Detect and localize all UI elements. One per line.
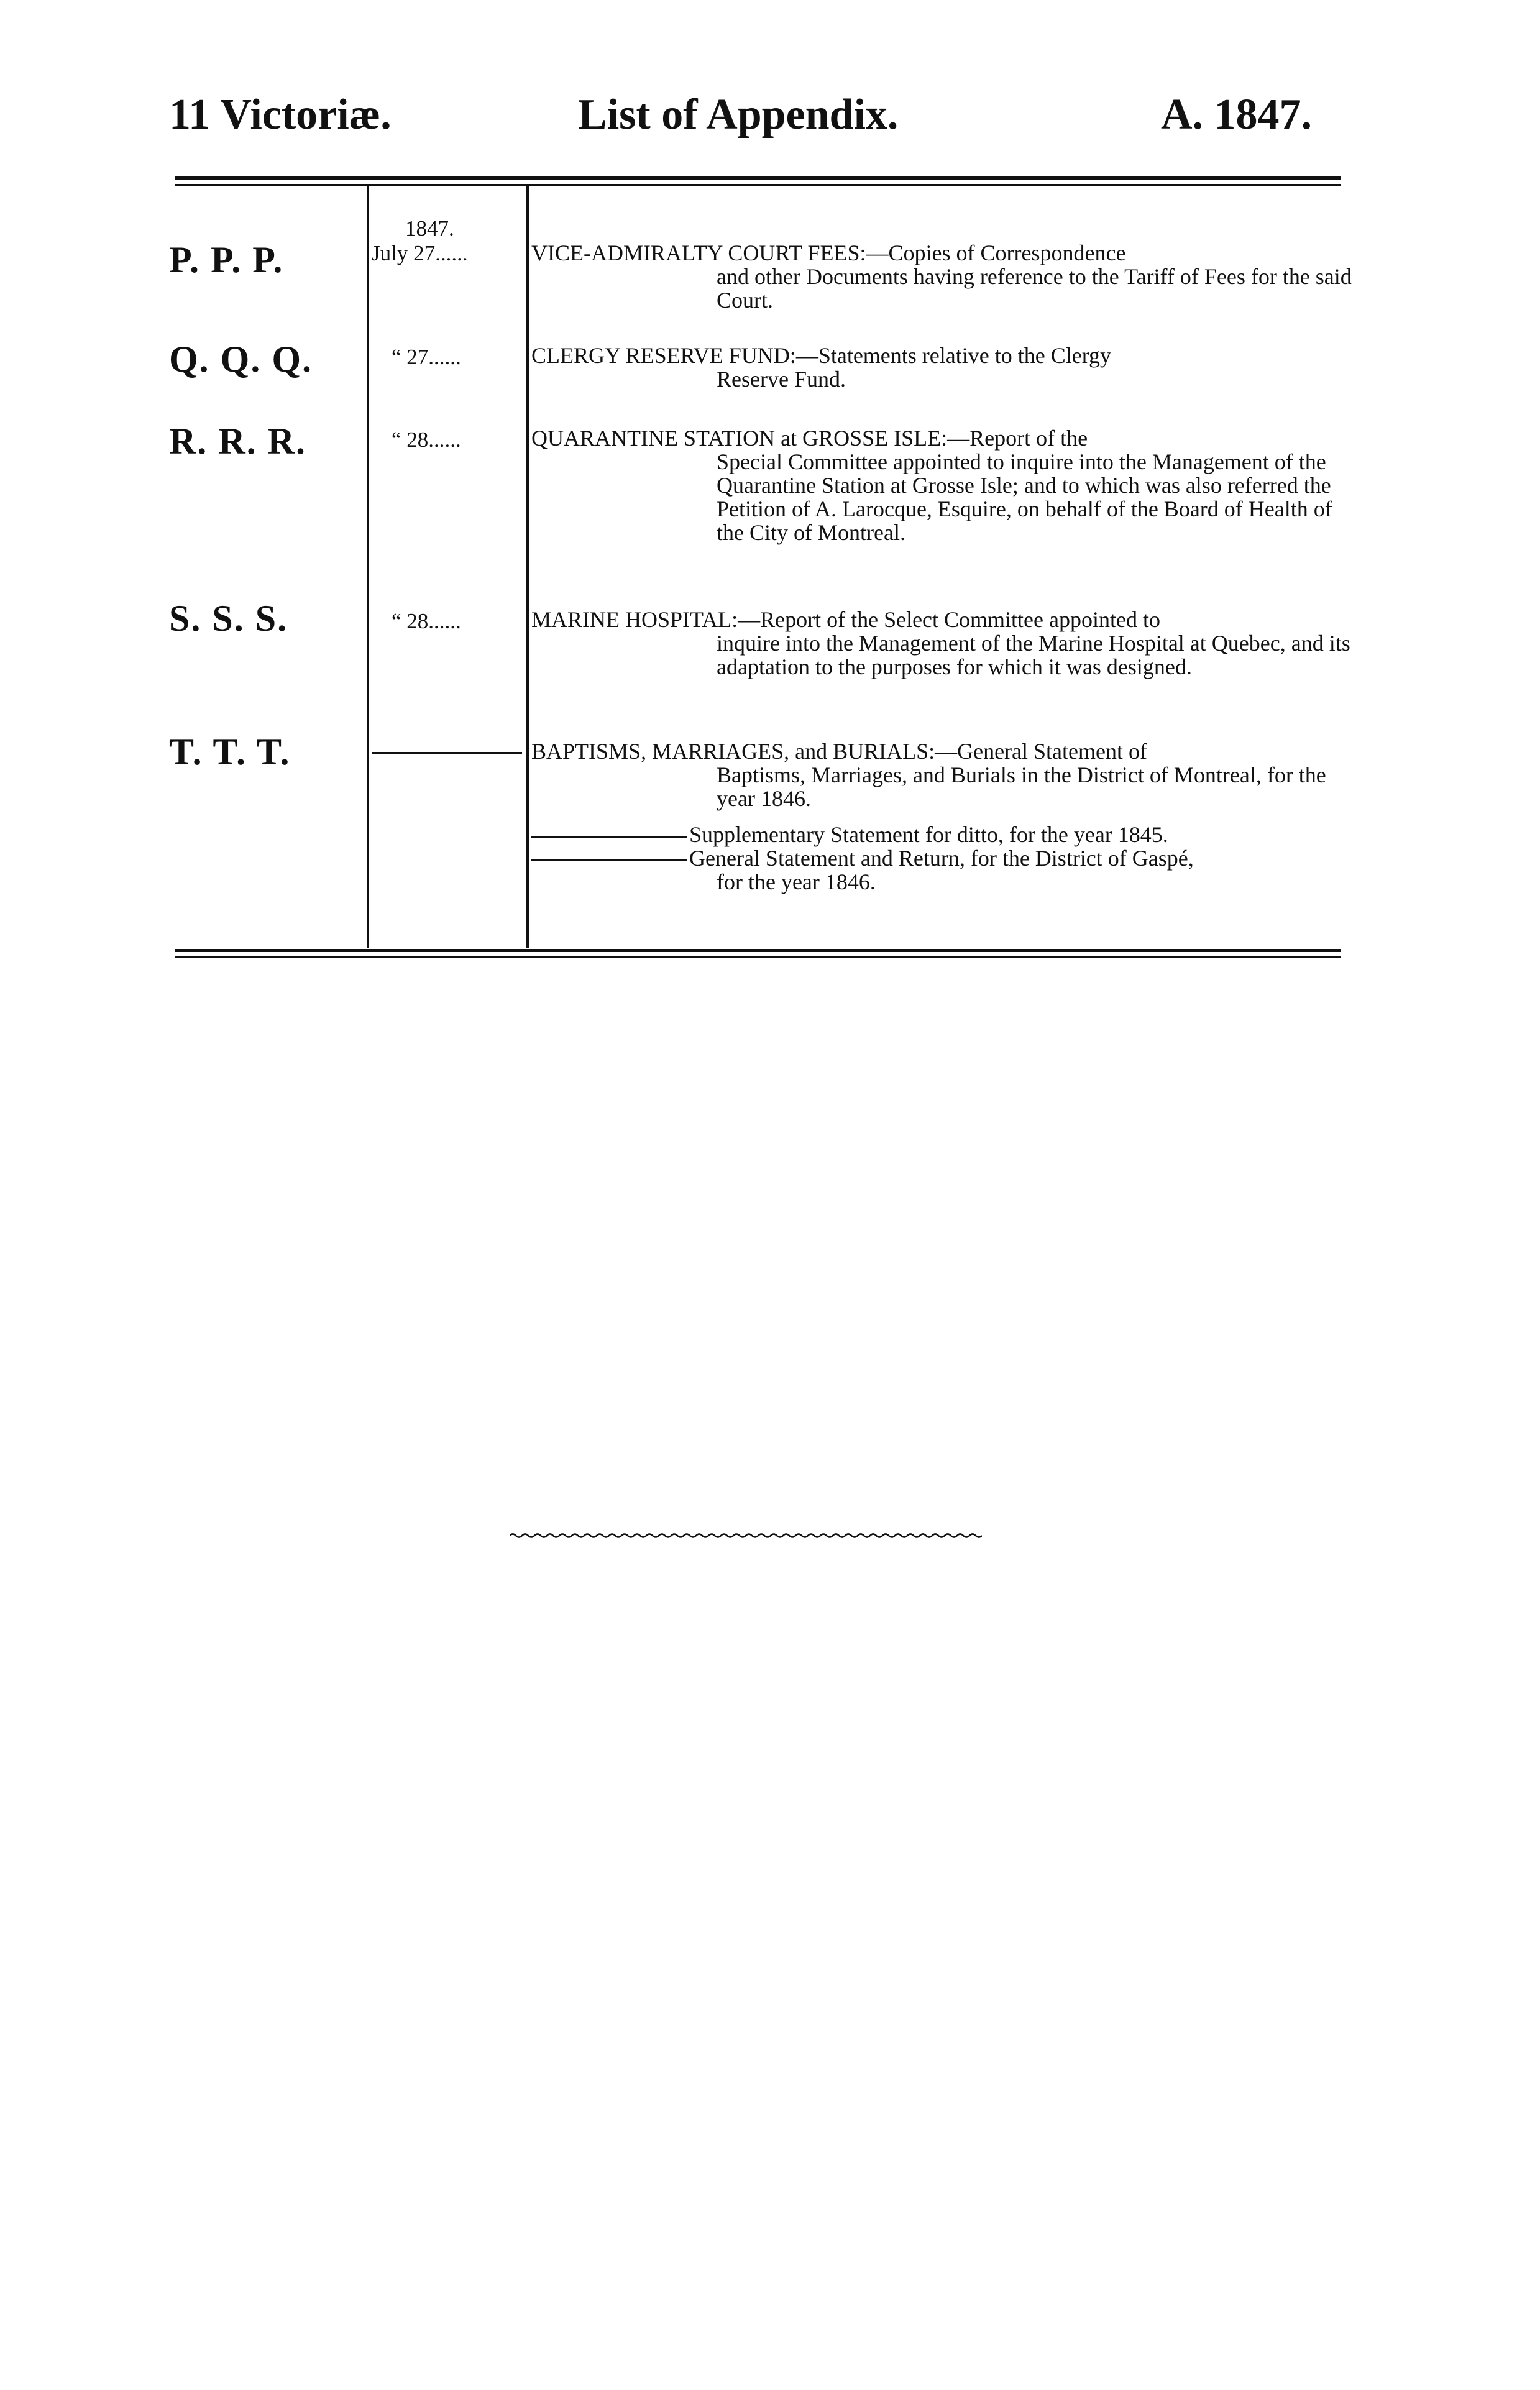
entry-description-rest: inquire into the Management of the Marine Hospital at Quebec, and its adaptation to the purposes for which it was designed.: [717, 631, 1350, 679]
entry-description-first: —Copies of Correspondence: [866, 240, 1126, 265]
sub-entry-text: Supplementary Statement for ditto, for the year 1845.: [689, 822, 1168, 847]
top-rule: [175, 176, 1341, 180]
entry-text: [531, 241, 1352, 312]
ditto-dash: [531, 859, 687, 861]
entry-title: QUARANTINE STATION at GROSSE ISLE:: [531, 426, 948, 451]
appendix-code: R. R. R.: [169, 421, 306, 462]
entry-date: “ 28......: [392, 428, 461, 452]
top-rule-inner: [175, 184, 1341, 186]
ditto-dash: [531, 836, 687, 838]
entry-description-rest: Baptisms, Marriages, and Burials in the District of Montreal, for the year 1846.: [717, 762, 1326, 811]
page-title: List of Appendix.: [578, 91, 899, 139]
entry-title: CLERGY RESERVE FUND:: [531, 343, 796, 368]
entry-text: [531, 426, 1352, 544]
sub-entry-text-rest: for the year 1846.: [717, 869, 876, 894]
appendix-code: T. T. T.: [169, 731, 291, 772]
entry-description-first: —Report of the Select Committee appointed to: [738, 607, 1160, 632]
header-year: A. 1847.: [1161, 91, 1313, 139]
entry-text: [531, 739, 1352, 810]
entry-description-first: —General Statement of: [935, 739, 1147, 764]
entry-date: July 27......: [372, 241, 468, 265]
entry-description-first: —Statements relative to the Clergy: [795, 343, 1112, 368]
year-label: 1847.: [405, 216, 454, 240]
column-divider-right: [526, 186, 529, 948]
appendix-code: S. S. S.: [169, 598, 288, 639]
entry-description-rest: and other Documents having reference to the Tariff of Fees for the said Court.: [717, 264, 1352, 313]
entry-date: “ 28......: [392, 609, 461, 633]
entry-title: MARINE HOSPITAL:: [531, 607, 738, 632]
entry-date: “ 27......: [392, 345, 461, 369]
appendix-code: P. P. P.: [169, 239, 284, 280]
entry-text: [531, 344, 1352, 391]
header-volume: 11 Victoriæ.: [169, 91, 392, 139]
entry-description-rest: Reserve Fund.: [717, 367, 846, 391]
entry-text: [531, 608, 1352, 679]
bottom-rule-inner: [175, 956, 1341, 958]
entry-title: BAPTISMS, MARRIAGES, and BURIALS:: [531, 739, 935, 764]
sub-entry: [531, 823, 1352, 846]
squiggle-divider: [510, 1532, 982, 1539]
sub-entry-text: General Statement and Return, for the District of Gaspé,: [689, 846, 1194, 871]
entry-description-first: —Report of the: [947, 426, 1088, 451]
entry-description-rest: Special Committee appointed to inquire into the Management of the Quarantine Station at Grosse Isle; and to which was also referred the Petition of A. Larocque, Esquire, on behalf of the Board of Health of the City of Montreal.: [717, 449, 1332, 545]
bottom-rule: [175, 949, 1341, 952]
date-dash: [372, 752, 522, 754]
entry-title: VICE-ADMIRALTY COURT FEES:: [531, 240, 866, 265]
column-divider-left: [367, 186, 369, 948]
sub-entry: [531, 846, 1352, 894]
appendix-code: Q. Q. Q.: [169, 339, 313, 380]
